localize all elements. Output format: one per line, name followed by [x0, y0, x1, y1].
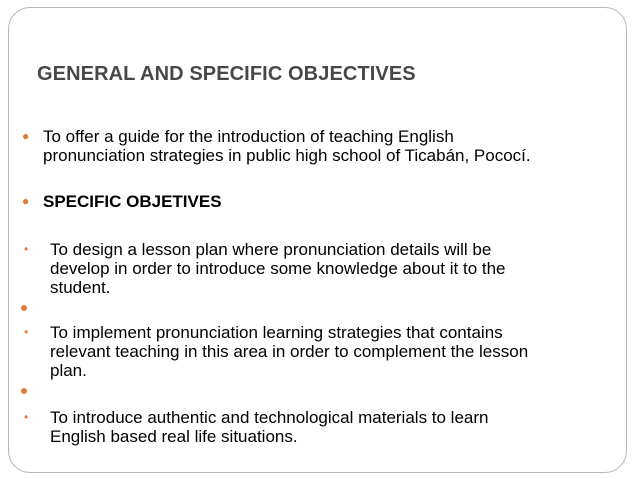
objective-3-line-1: To introduce authentic and technological materials to learn: [50, 408, 489, 427]
orange-dot-bullet-icon: ●: [22, 129, 30, 143]
empty-bullet-icon: [21, 388, 27, 394]
small-dot-bullet-icon: •: [24, 242, 29, 256]
small-dot-bullet-icon: •: [24, 410, 29, 424]
general-objective-line-1: To offer a guide for the introduction of teaching English: [43, 127, 454, 146]
general-objective: [22, 127, 531, 165]
specific-objective-3: [24, 408, 489, 446]
specific-objectives-heading: [22, 192, 222, 211]
objective-1-line-2: develop in order to introduce some knowledge about it to the: [50, 259, 506, 278]
slide-title: GENERAL AND SPECIFIC OBJECTIVES: [37, 63, 416, 85]
objective-2-line-2: relevant teaching in this area in order to complement the lesson: [50, 342, 529, 361]
objective-3-line-2: English based real life situations.: [50, 427, 298, 446]
orange-dot-bullet-icon: ●: [22, 194, 30, 208]
objective-2-line-1: To implement pronunciation learning strategies that contains: [50, 323, 503, 342]
specific-objective-1: [24, 240, 506, 297]
specific-objective-2: [24, 323, 529, 380]
small-dot-bullet-icon: •: [24, 325, 29, 339]
specific-heading-text: SPECIFIC OBJETIVES: [43, 192, 222, 211]
objective-1-line-1: To design a lesson plan where pronunciation details will be: [50, 240, 492, 259]
general-objective-line-2: pronunciation strategies in public high school of Ticabán, Pococí.: [43, 146, 531, 165]
objective-2-line-3: plan.: [50, 361, 87, 380]
objective-1-line-3: student.: [50, 278, 111, 297]
empty-bullet-icon: [21, 305, 27, 311]
